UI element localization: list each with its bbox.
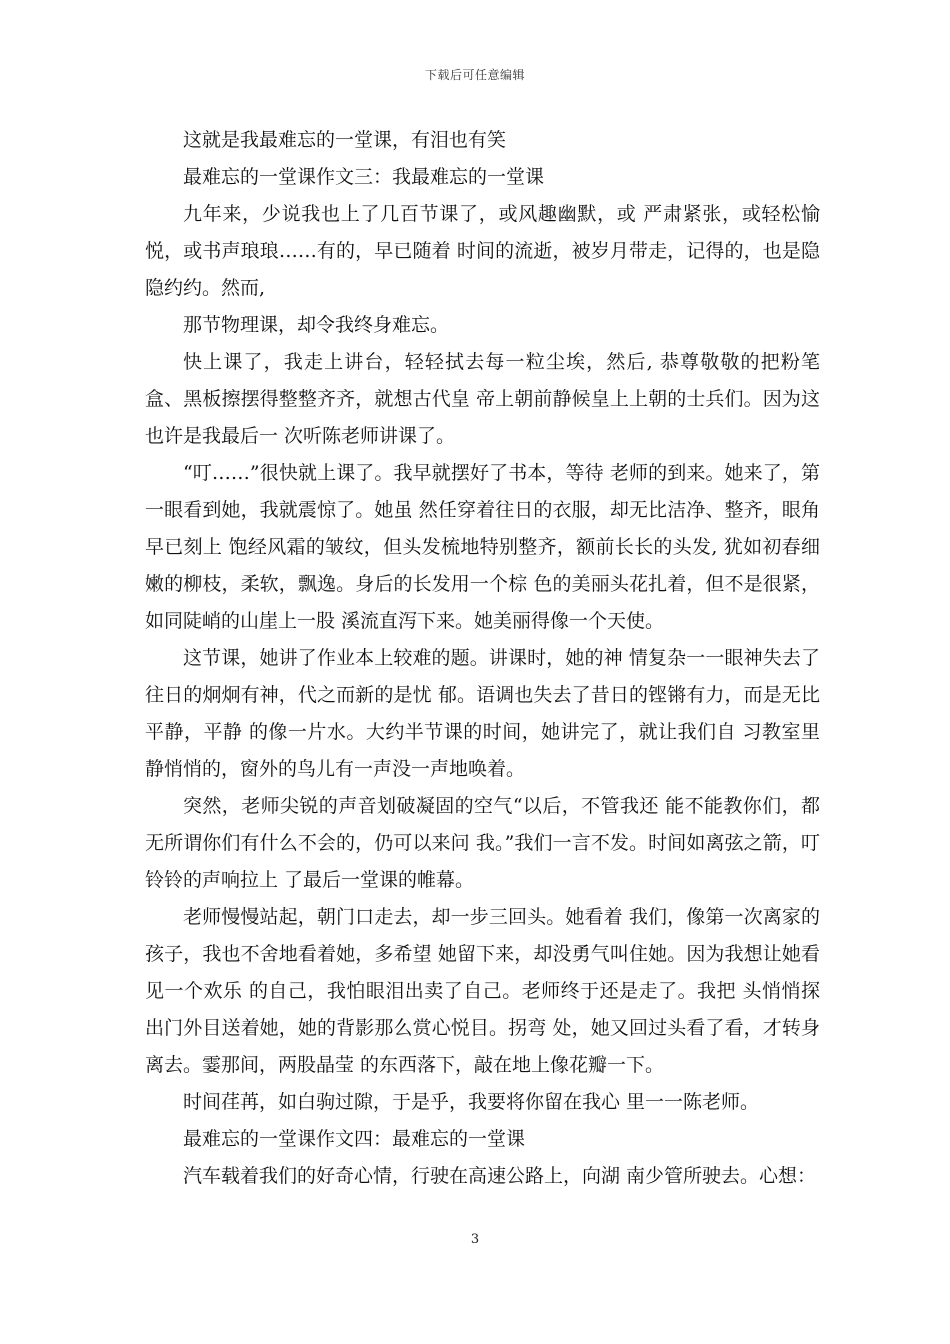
paragraph-6: 这节课，她讲了作业本上较难的题。讲课时，她的神 情复杂一一眼神失去了往日的炯炯有神，代之而新的是忧 郁。语调也失去了昔日的铿锵有力，而是无比平静，平静 的像一片水。大约半节课的时间，她讲完了，就让我们自 习教室里静悄悄的，窗外的鸟儿有一声没一声地唤着。 bbox=[145, 647, 820, 780]
paragraph-4: 快上课了，我走上讲台，轻轻拭去每一粒尘埃，然后, 恭尊敬敬的把粉笔盒、黑板擦摆得整整齐齐，就想古代皇 帝上朝前静候皇上上朝的士兵们。因为这也许是我最后一 次听陈老师讲课了。 bbox=[145, 351, 820, 447]
page-header: 下载后可任意编辑 bbox=[424, 68, 525, 82]
page-number: 3 bbox=[470, 1232, 480, 1247]
paragraph-8: 老师慢慢站起，朝门口走去，却一步三回头。她看着 我们，像第一次离家的孩子，我也不舍地看着她，多希望 她留下来，却没勇气叫住她。因为我想让她看见一个欢乐 的自己，我怕眼泪出卖了自己。老师终于还是走了。我把 头悄悄探出门外目送着她，她的背影那么赏心悦目。拐弯 处，她又回过头看了看，才转身离去。霎那间，两股晶莹 的东西落下，敲在地上像花瓣一下。 bbox=[145, 906, 820, 1076]
section-heading-4: 最难忘的一堂课作文四：最难忘的一堂课 bbox=[183, 1128, 526, 1150]
paragraph-7: 突然，老师尖锐的声音划破凝固的空气“以后，不管我还 能不能教你们，都无所谓你们有什么不会的，仍可以来问 我。”我们一言不发。时间如离弦之箭，叮铃铃的声响拉上 了最后一堂课的帷幕。 bbox=[145, 795, 820, 891]
paragraph-1: 这就是我最难忘的一堂课，有泪也有笑 bbox=[183, 129, 507, 151]
paragraph-2: 九年来，少说我也上了几百节课了，或风趣幽默，或 严肃紧张，或轻松愉悦，或书声琅琅……有的，早已随着 时间的流逝，被岁月带走，记得的，也是隐隐约约。然而, bbox=[145, 203, 820, 299]
document-body bbox=[145, 122, 820, 1195]
section-heading-3: 最难忘的一堂课作文三：我最难忘的一堂课 bbox=[183, 166, 545, 188]
paragraph-9: 时间荏苒，如白驹过隙，于是乎，我要将你留在我心 里一一陈老师。 bbox=[183, 1091, 760, 1113]
paragraph-3: 那节物理课，却令我终身难忘。 bbox=[183, 314, 450, 336]
paragraph-10: 汽车载着我们的好奇心情，行驶在高速公路上，向湖 南少管所驶去。心想： bbox=[183, 1165, 817, 1187]
paragraph-5: “叮……”很快就上课了。我早就摆好了书本，等待 老师的到来。她来了，第一眼看到她，我就震惊了。她虽 然任穿着往日的衣服，却无比洁净、整齐，眼角早已刻上 饱经风霜的皱纹，但头发梳地特别整齐，额前长长的头发, 犹如初春细嫩的柳枝，柔软，飘逸。身后的长发用一个棕 色的美丽头花扎着，但不是很紧，如同陡峭的山崖上一股 溪流直泻下来。她美丽得像一个天使。 bbox=[145, 462, 820, 632]
